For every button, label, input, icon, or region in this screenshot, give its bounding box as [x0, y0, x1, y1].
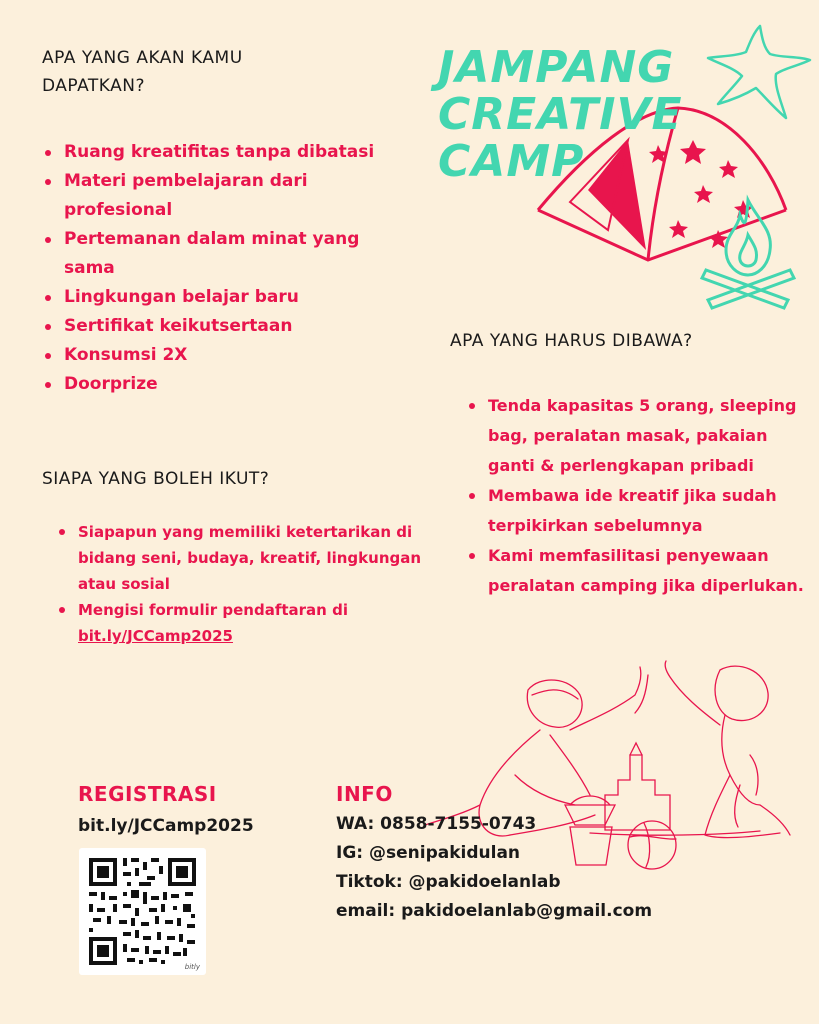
info-instagram[interactable]: IG: @senipakidulan: [336, 843, 521, 863]
list-item: Konsumsi 2X: [42, 341, 382, 370]
benefits-heading: APA YANG AKAN KAMU DAPATKAN?: [42, 48, 243, 96]
section-benefits: [42, 44, 402, 399]
registration-heading: REGISTRASI: [78, 782, 217, 806]
bring-heading: APA YANG HARUS DIBAWA?: [450, 331, 693, 351]
list-item: Siapapun yang memiliki ketertarikan di bidang seni, budaya, kreatif, lingkungan atau sosial: [56, 519, 436, 597]
qr-caption: bitly: [184, 963, 200, 971]
title-line-1: JAMPANG: [438, 42, 675, 93]
info-heading: INFO: [336, 782, 393, 806]
info-block: [336, 782, 652, 926]
list-item: Tenda kapasitas 5 orang, sleeping bag, peralatan masak, pakaian ganti & perlengkapan pribadi: [466, 391, 806, 481]
section-bring: [450, 327, 804, 601]
who-list: [56, 519, 436, 649]
registration-link-text[interactable]: bit.ly/JCCamp2025: [78, 816, 254, 836]
bring-list: [466, 391, 806, 601]
title-line-3: CAMP: [438, 136, 585, 187]
form-text: Mengisi formulir pendaftaran di: [78, 601, 348, 619]
list-item: Kami memfasilitasi penyewaan peralatan camping jika diperlukan.: [466, 541, 806, 601]
registration-link[interactable]: bit.ly/JCCamp2025: [78, 627, 233, 645]
list-item: Membawa ide kreatif jika sudah terpikirkan sebelumnya: [466, 481, 798, 541]
title-line-2: CREATIVE: [438, 89, 683, 140]
who-heading: SIAPA YANG BOLEH IKUT?: [42, 469, 270, 489]
campfire-icon: [698, 190, 798, 310]
list-item: Doorprize: [42, 370, 382, 399]
info-tiktok[interactable]: Tiktok: @pakidoelanlab: [336, 872, 561, 892]
info-email[interactable]: email: pakidoelanlab@gmail.com: [336, 901, 653, 921]
qr-code[interactable]: [79, 848, 206, 975]
benefits-list: [42, 138, 382, 399]
qr-code-icon: [79, 848, 206, 975]
list-item: Materi pembelajaran dari profesional: [42, 167, 334, 225]
registration-block: [78, 782, 254, 841]
list-item: Ruang kreatifitas tanpa dibatasi: [42, 138, 382, 167]
list-item: [56, 597, 436, 649]
list-item: Sertifikat keikutsertaan: [42, 312, 382, 341]
section-who: [42, 465, 442, 649]
list-item: Lingkungan belajar baru: [42, 283, 382, 312]
camp-title: [438, 44, 683, 185]
list-item: Pertemanan dalam minat yang sama: [42, 225, 374, 283]
info-whatsapp[interactable]: WA: 0858-7155-0743: [336, 814, 537, 834]
